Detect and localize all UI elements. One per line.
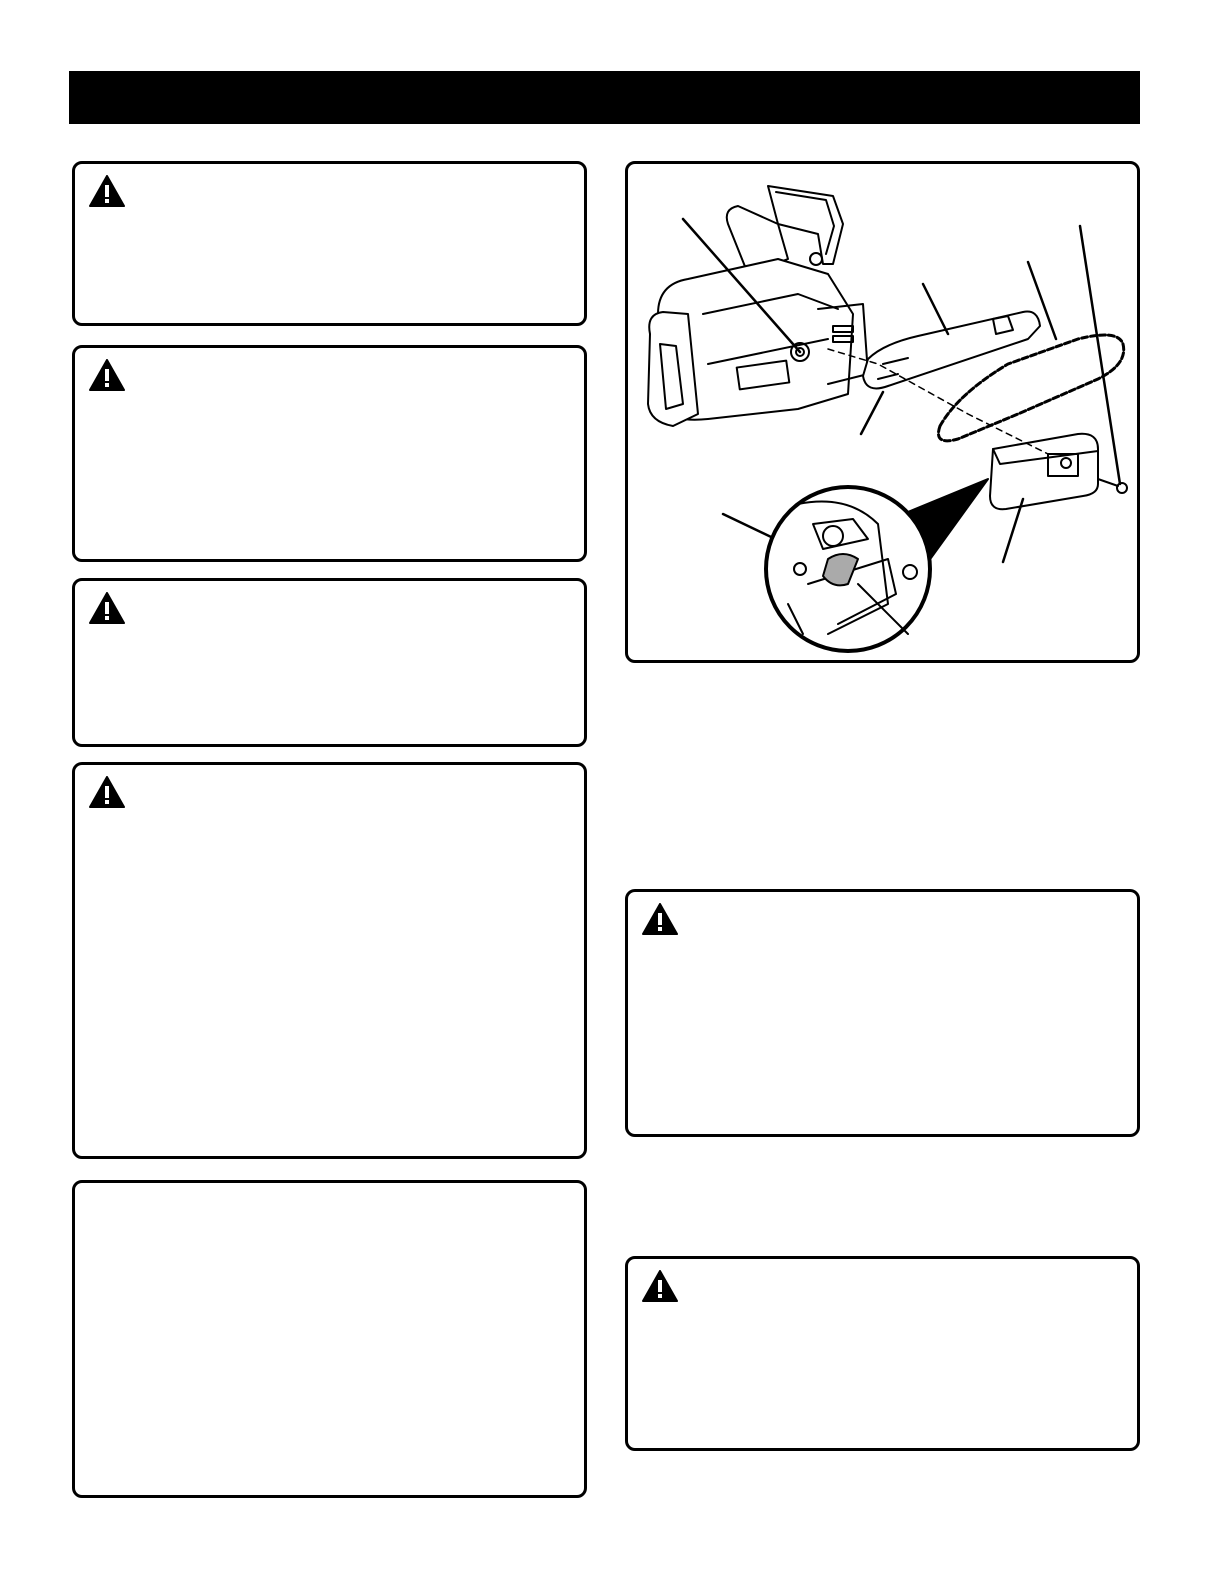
warning-box-3: [72, 578, 587, 747]
warning-triangle-icon: [89, 359, 125, 391]
sprocket-cover: [990, 434, 1098, 509]
warning-triangle-icon: [89, 776, 125, 808]
warning-triangle-icon: [89, 592, 125, 624]
warning-box-4: [72, 762, 587, 1159]
figure-box: [625, 161, 1140, 663]
warning-triangle-icon: [89, 175, 125, 207]
warning-box-6: [625, 1256, 1140, 1451]
warning-box-1: [72, 161, 587, 326]
chainsaw-assembly-illustration: [628, 164, 1137, 660]
warning-box-2: [72, 345, 587, 562]
detail-callout: [766, 487, 930, 651]
warning-box-5: [625, 889, 1140, 1137]
guide-bar: [863, 312, 1040, 389]
warning-triangle-icon: [642, 1270, 678, 1302]
notice-box: [72, 1180, 587, 1498]
warning-triangle-icon: [642, 903, 678, 935]
section-header-bar: [69, 71, 1140, 124]
cover-bolt: [1098, 479, 1127, 493]
